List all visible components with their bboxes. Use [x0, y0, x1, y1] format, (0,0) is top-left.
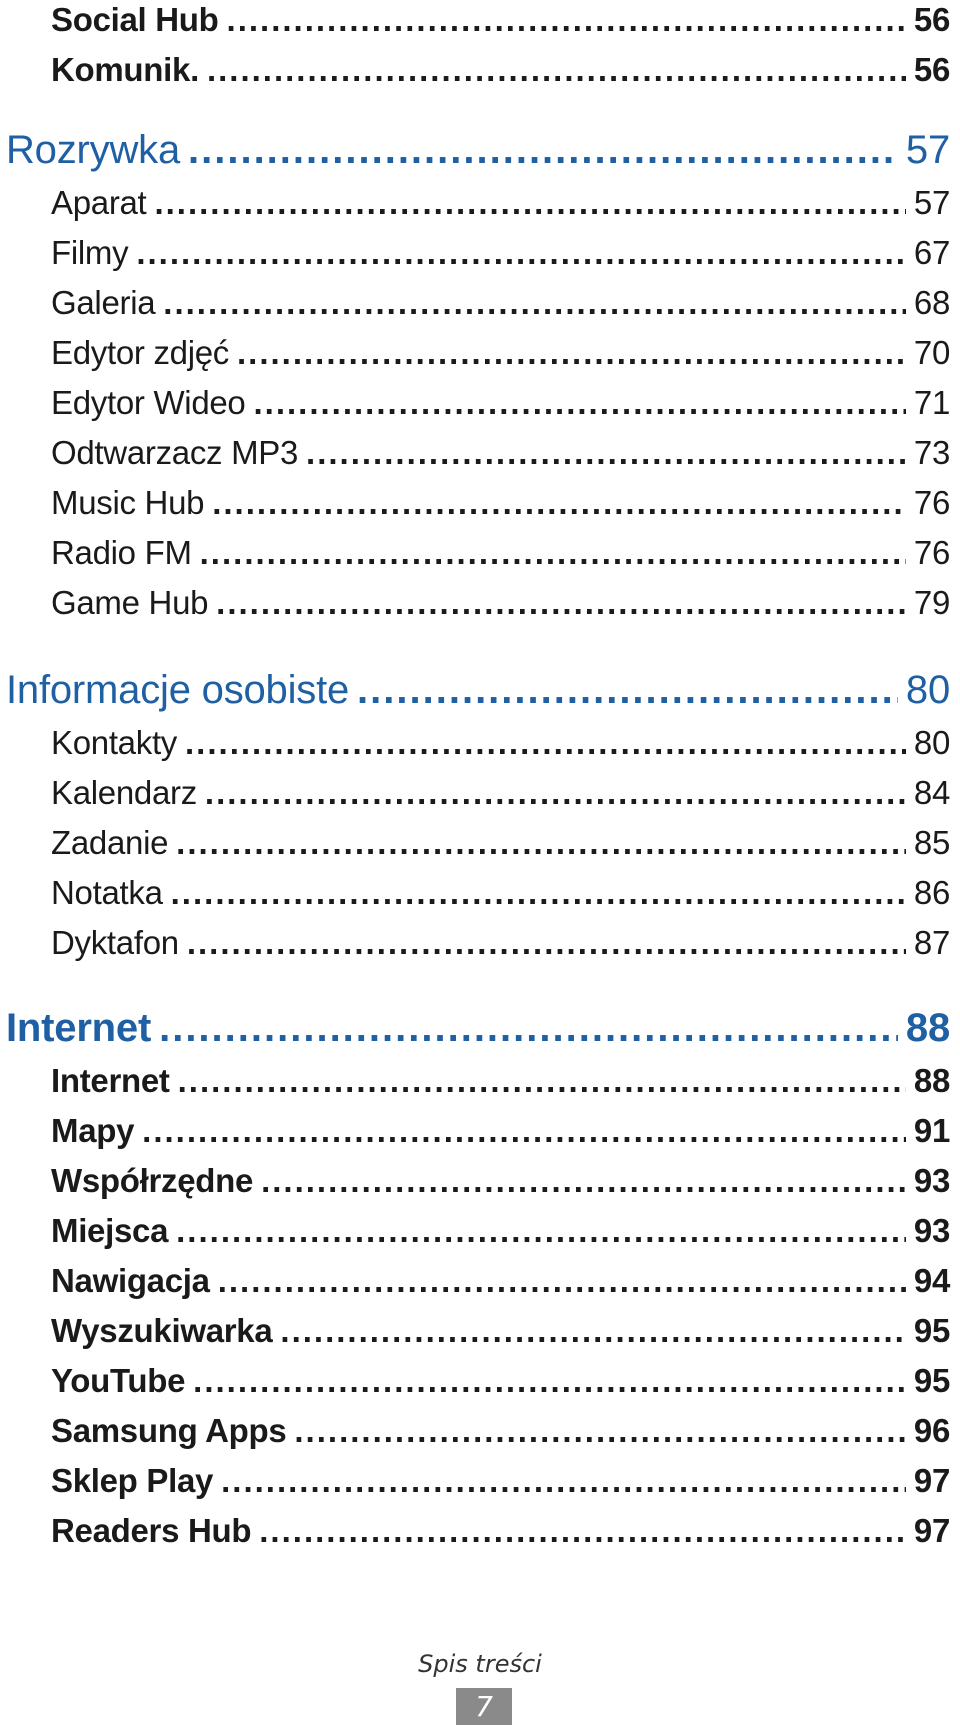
toc-entry-page: 86 [913, 874, 950, 911]
dot-leader [193, 1359, 906, 1403]
toc-entry-title: Radio FM [51, 534, 192, 571]
toc-entry-page: 76 [913, 484, 950, 521]
dot-leader [261, 1159, 906, 1203]
dot-leader [176, 821, 906, 865]
dot-leader [176, 1209, 906, 1253]
dot-leader [253, 381, 906, 425]
toc-chapter-rozrywka[interactable] [6, 124, 950, 176]
toc-entry-title: Internet [51, 1062, 170, 1099]
toc-chapter-title: Informacje osobiste [6, 668, 350, 712]
toc-entry-page: 79 [913, 584, 950, 621]
toc-entry-internet[interactable] [51, 1059, 950, 1103]
toc-entry-page: 84 [913, 774, 950, 811]
dot-leader [227, 0, 906, 42]
toc-entry-filmy[interactable] [51, 231, 950, 275]
toc-entry-dyktafon[interactable] [51, 921, 950, 965]
dot-leader [205, 771, 906, 815]
toc-entry-title: Game Hub [51, 584, 209, 621]
toc-entry-mapy[interactable] [51, 1109, 950, 1153]
dot-leader [221, 1459, 906, 1503]
dot-leader [159, 1002, 898, 1054]
toc-entry-title: Kalendarz [51, 774, 197, 811]
toc-entry-page: 67 [913, 234, 950, 271]
toc-entry-title: Edytor Wideo [51, 384, 246, 421]
toc-entry-title: Aparat [51, 184, 147, 221]
toc-entry-kalendarz[interactable] [51, 771, 950, 815]
toc-entry-notatka[interactable] [51, 871, 950, 915]
toc-entry-page: 97 [913, 1512, 950, 1549]
toc-entry-page: 70 [913, 334, 950, 371]
toc-entry-edytor-zdjec[interactable] [51, 331, 950, 375]
toc-entry-wspolrzedne[interactable] [51, 1159, 950, 1203]
toc-entry-title: Social Hub [51, 1, 219, 38]
toc-entry-page: 95 [913, 1312, 950, 1349]
page-number-badge: 7 [456, 1688, 512, 1725]
toc-entry-zadanie[interactable] [51, 821, 950, 865]
dot-leader [294, 1409, 906, 1453]
toc-entry-page: 96 [913, 1412, 950, 1449]
dot-leader [237, 331, 906, 375]
dot-leader [218, 1259, 906, 1303]
toc-entry-samsung-apps[interactable] [51, 1409, 950, 1453]
toc-entry-game-hub[interactable] [51, 581, 950, 625]
toc-entry-nawigacja[interactable] [51, 1259, 950, 1303]
toc-entry-page: 95 [913, 1362, 950, 1399]
toc-entry-page: 56 [913, 51, 950, 88]
toc-chapter-internet[interactable] [6, 1002, 950, 1054]
dot-leader [163, 281, 906, 325]
toc-entry-page: 87 [913, 924, 950, 961]
toc-entry-title: Zadanie [51, 824, 169, 861]
toc-entry-page: 76 [913, 534, 950, 571]
dot-leader [200, 531, 906, 575]
toc-entry-page: 93 [913, 1212, 950, 1249]
toc-entry-title: Filmy [51, 234, 129, 271]
toc-entry-kontakty[interactable] [51, 721, 950, 765]
toc-entry-social-hub[interactable] [51, 0, 950, 42]
dot-leader [188, 124, 898, 176]
dot-leader [142, 1109, 906, 1153]
toc-entry-miejsca[interactable] [51, 1209, 950, 1253]
toc-entry-readers-hub[interactable] [51, 1509, 950, 1553]
toc-entry-page: 88 [913, 1062, 950, 1099]
dot-leader [306, 431, 906, 475]
toc-entry-page: 97 [913, 1462, 950, 1499]
toc-entry-title: Notatka [51, 874, 163, 911]
dot-leader [178, 1059, 906, 1103]
toc-entry-youtube[interactable] [51, 1359, 950, 1403]
toc-entry-page: 91 [913, 1112, 950, 1149]
dot-leader [207, 48, 906, 92]
dot-leader [357, 664, 898, 716]
toc-chapter-informacje-osobiste[interactable] [6, 664, 950, 716]
toc-entry-page: 94 [913, 1262, 950, 1299]
dot-leader [212, 481, 906, 525]
toc-entry-title: Edytor zdjęć [51, 334, 229, 371]
dot-leader [154, 181, 906, 225]
footer-section-label: Spis treści [418, 1650, 542, 1678]
toc-entry-page: 68 [913, 284, 950, 321]
toc-entry-sklep-play[interactable] [51, 1459, 950, 1503]
toc-entry-aparat[interactable] [51, 181, 950, 225]
toc-entry-wyszukiwarka[interactable] [51, 1309, 950, 1353]
toc-chapter-page: 88 [905, 1006, 950, 1050]
toc-entry-title: Readers Hub [51, 1512, 252, 1549]
toc-entry-page: 93 [913, 1162, 950, 1199]
toc-chapter-title: Internet [6, 1006, 152, 1050]
toc-entry-title: Komunik. [51, 51, 199, 88]
toc-entry-galeria[interactable] [51, 281, 950, 325]
toc-entry-title: Nawigacja [51, 1262, 210, 1299]
toc-entry-page: 85 [913, 824, 950, 861]
toc-entry-odtwarzacz-mp3[interactable] [51, 431, 950, 475]
toc-entry-music-hub[interactable] [51, 481, 950, 525]
dot-leader [136, 231, 906, 275]
toc-entry-title: Współrzędne [51, 1162, 254, 1199]
toc-entry-title: Kontakty [51, 724, 178, 761]
dot-leader [259, 1509, 906, 1553]
toc-entry-radio-fm[interactable] [51, 531, 950, 575]
toc-entry-title: Galeria [51, 284, 156, 321]
toc-entry-title: Mapy [51, 1112, 135, 1149]
toc-entry-page: 80 [913, 724, 950, 761]
toc-entry-title: YouTube [51, 1362, 186, 1399]
toc-entry-title: Odtwarzacz MP3 [51, 434, 299, 471]
dot-leader [171, 871, 906, 915]
toc-entry-page: 73 [913, 434, 950, 471]
toc-entry-title: Miejsca [51, 1212, 169, 1249]
toc-entry-komunik[interactable] [51, 48, 950, 92]
toc-entry-title: Samsung Apps [51, 1412, 287, 1449]
toc-chapter-page: 80 [905, 668, 950, 712]
toc-entry-title: Wyszukiwarka [51, 1312, 273, 1349]
dot-leader [185, 721, 906, 765]
toc-entry-page: 56 [913, 1, 950, 38]
toc-entry-edytor-wideo[interactable] [51, 381, 950, 425]
dot-leader [187, 921, 906, 965]
toc-entry-title: Dyktafon [51, 924, 179, 961]
toc-entry-title: Music Hub [51, 484, 205, 521]
toc-entry-page: 71 [913, 384, 950, 421]
toc-entry-page: 57 [913, 184, 950, 221]
toc-entry-title: Sklep Play [51, 1462, 214, 1499]
toc-chapter-title: Rozrywka [6, 128, 180, 172]
dot-leader [216, 581, 906, 625]
dot-leader [280, 1309, 906, 1353]
toc-chapter-page: 57 [905, 128, 950, 172]
